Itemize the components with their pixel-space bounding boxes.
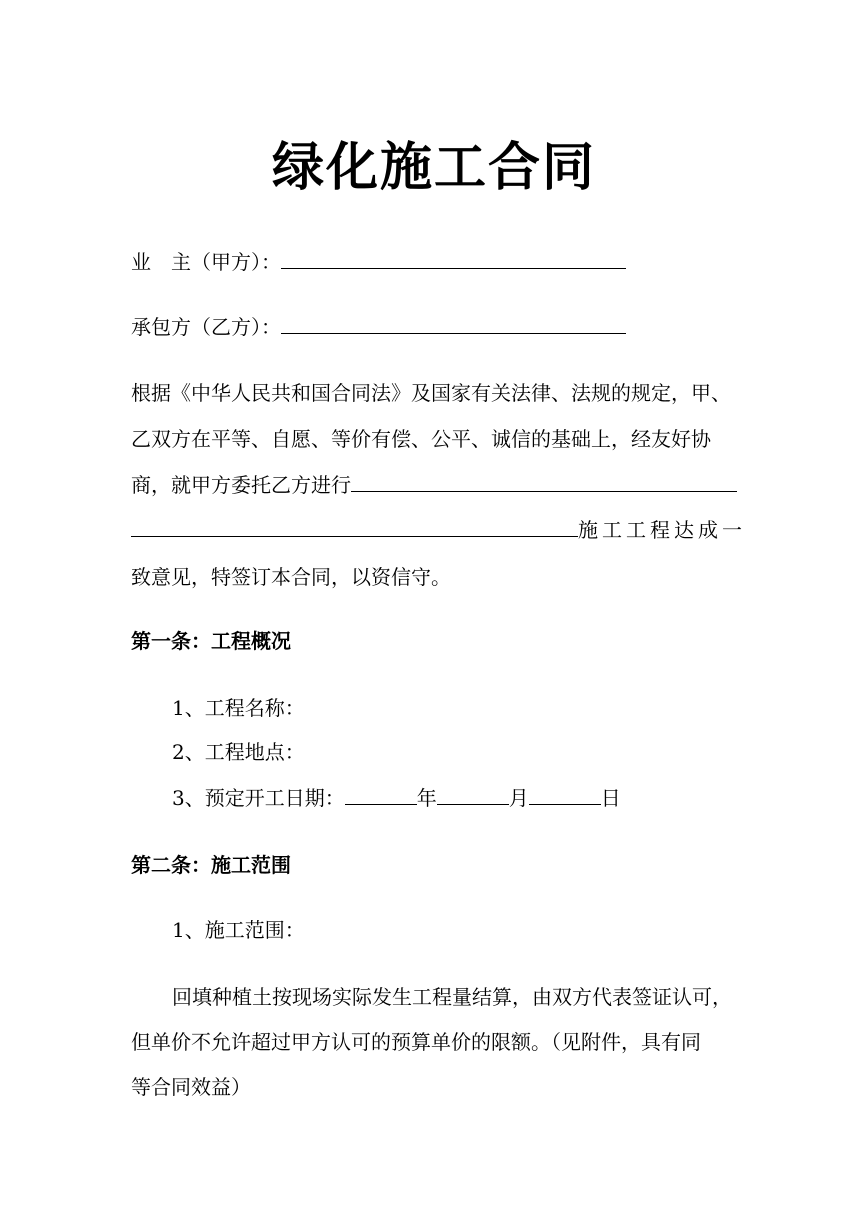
preamble-line-1: 根据《中华人民共和国合同法》及国家有关法律、法规的规定，甲、 — [131, 381, 731, 405]
day-label: 日 — [600, 786, 621, 810]
article-2-para-line-2: 但单价不允许超过甲方认可的预算单价的限额。（见附件，具有同 — [131, 1030, 701, 1054]
article-1-heading: 第一条：工程概况 — [131, 629, 291, 653]
year-blank — [345, 784, 417, 805]
article-2-item-1: 1、施工范围： — [172, 918, 305, 942]
article-2-heading: 第二条：施工范围 — [131, 853, 291, 877]
party-a-line — [131, 248, 626, 276]
month-label: 月 — [508, 786, 529, 810]
document-title: 绿化施工合同 — [271, 137, 596, 198]
day-blank — [529, 784, 601, 805]
article-1-item-1: 1、工程名称： — [172, 696, 305, 720]
preamble-line-5: 致意见，特签订本合同，以资信守。 — [131, 565, 451, 589]
party-b-label: 承包方（乙方）： — [131, 315, 281, 339]
start-date-label: 3、预定开工日期： — [172, 786, 345, 810]
preamble-line-4 — [131, 516, 746, 544]
preamble-line-3 — [131, 471, 737, 499]
year-label: 年 — [416, 786, 437, 810]
article-2-para-line-1: 回填种植土按现场实际发生工程量结算，由双方代表签证认可， — [172, 985, 732, 1009]
article-2-para-line-3: 等合同效益） — [131, 1075, 251, 1099]
month-blank — [437, 784, 509, 805]
project-name-blank — [351, 471, 737, 492]
party-a-label: 业 主（甲方）： — [131, 250, 281, 274]
party-b-line — [131, 313, 626, 341]
project-name-blank-2 — [131, 516, 578, 537]
article-1-item-3 — [172, 784, 621, 812]
article-1-item-2: 2、工程地点： — [172, 740, 305, 764]
preamble-line-4-tail: 施工工程达成一 — [578, 518, 746, 542]
preamble-line-2: 乙双方在平等、自愿、等价有偿、公平、诚信的基础上，经友好协 — [131, 427, 711, 451]
party-a-blank — [281, 248, 626, 269]
party-b-blank — [281, 313, 626, 334]
preamble-line-3-text: 商，就甲方委托乙方进行 — [131, 473, 351, 497]
